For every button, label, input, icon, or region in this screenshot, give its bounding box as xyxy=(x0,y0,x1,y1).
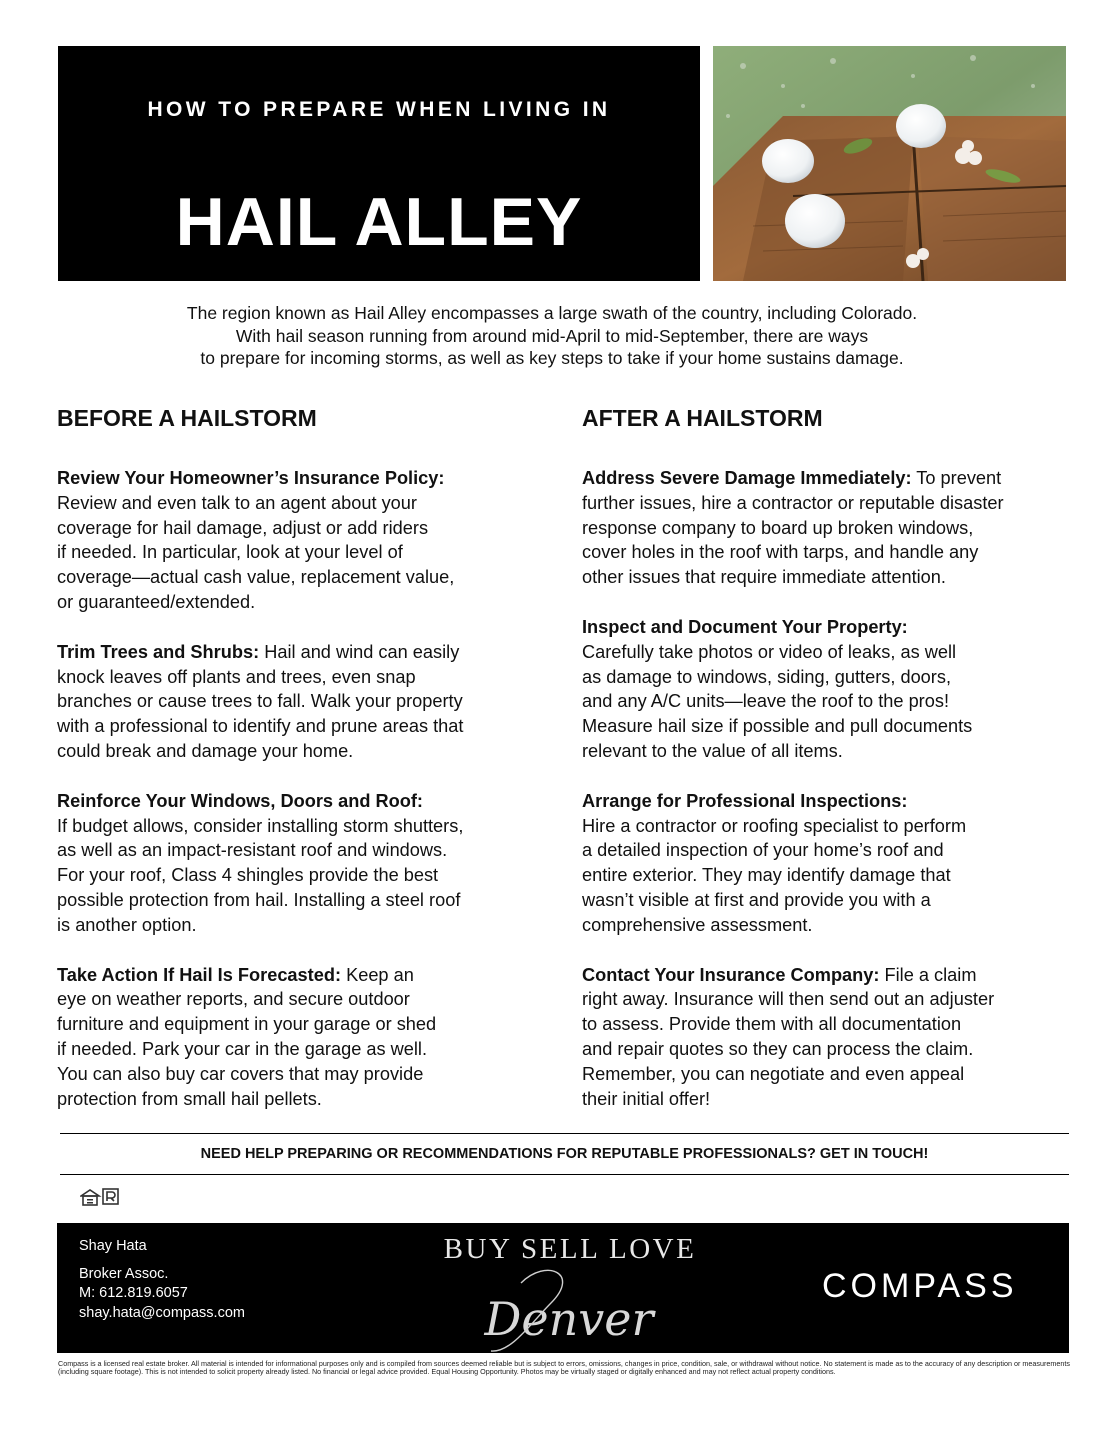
item-line: or guaranteed/extended. xyxy=(57,591,256,612)
item-line: Review and even talk to an agent about your xyxy=(57,492,417,513)
item-line: cover holes in the roof with tarps, and handle any xyxy=(582,542,979,563)
item-title: Inspect and Document Your Property: xyxy=(582,616,908,637)
item-title-line xyxy=(582,615,1072,640)
before-item-reinforce xyxy=(57,789,537,938)
item-line: wasn’t visible at first and provide you with a xyxy=(582,889,931,910)
call-to-action: NEED HELP PREPARING OR RECOMMENDATIONS FOR REPUTABLE PROFESSIONALS? GET IN TOUCH! xyxy=(200,1146,929,1162)
item-line: branches or cause trees to fall. Walk your property xyxy=(57,691,463,712)
item-line: possible protection from hail. Installing a steel roof xyxy=(57,889,461,910)
item-line: furniture and equipment in your garage or shed xyxy=(57,1014,437,1035)
intro-line: to prepare for incoming storms, as well as key steps to take if your home sustains damage. xyxy=(200,348,904,368)
item-lead: To prevent xyxy=(911,468,1002,488)
hero-title: HAIL ALLEY xyxy=(175,184,583,260)
item-line: could break and damage your home. xyxy=(57,740,354,761)
item-title: Contact Your Insurance Company: xyxy=(582,964,880,985)
item-line: if needed. In particular, look at your level of xyxy=(57,542,403,563)
agent-email[interactable]: shay.hata@compass.com xyxy=(79,1304,245,1321)
intro-paragraph xyxy=(70,302,1034,370)
item-title-line xyxy=(57,466,537,491)
hero-kicker: HOW TO PREPARE WHEN LIVING IN xyxy=(147,98,611,121)
before-heading: BEFORE A HAILSTORM xyxy=(57,405,317,431)
brand-logo xyxy=(429,1233,711,1346)
item-line: Measure hail size if possible and pull documents xyxy=(582,716,973,737)
hail-photo xyxy=(713,46,1066,281)
after-heading: AFTER A HAILSTORM xyxy=(582,405,823,431)
after-item-severe-damage xyxy=(582,466,1072,590)
after-column xyxy=(582,404,1072,1136)
item-title: Arrange for Professional Inspections: xyxy=(582,790,908,811)
item-line: coverage—actual cash value, replacement value, xyxy=(57,567,455,588)
item-line: to assess. Provide them with all documentation xyxy=(582,1014,962,1035)
item-title-line xyxy=(57,640,537,665)
after-item-inspect xyxy=(582,615,1072,764)
item-line: response company to board up broken windows, xyxy=(582,517,974,538)
item-line: comprehensive assessment. xyxy=(582,914,813,935)
item-title: Trim Trees and Shrubs: xyxy=(57,641,260,662)
before-column xyxy=(57,404,537,1136)
item-title-line xyxy=(582,789,1072,814)
intro-line: With hail season running from around mid-April to mid-September, there are ways xyxy=(235,325,869,346)
item-line: eye on weather reports, and secure outdoor xyxy=(57,989,410,1010)
item-title-line xyxy=(57,789,537,814)
item-lead: File a claim xyxy=(879,964,977,985)
agent-info xyxy=(79,1237,245,1323)
item-line: relevant to the value of all items. xyxy=(582,740,843,761)
realtor-icon xyxy=(102,1188,120,1208)
agent-name: Shay Hata xyxy=(79,1238,147,1254)
brand-script-graphic xyxy=(451,1263,691,1358)
item-title-line xyxy=(582,963,1072,988)
item-title: Review Your Homeowner’s Insurance Policy: xyxy=(57,468,445,488)
item-lead: Hail and wind can easily xyxy=(259,641,460,662)
divider-bottom xyxy=(60,1174,1069,1175)
divider-top xyxy=(60,1133,1069,1134)
brand-tagline: BUY SELL LOVE xyxy=(443,1233,697,1265)
item-line: For your roof, Class 4 shingles provide the best xyxy=(57,865,439,886)
agent-title: Broker Assoc. xyxy=(79,1265,169,1282)
after-item-professional xyxy=(582,789,1072,938)
before-item-forecast xyxy=(57,963,537,1112)
item-title: Take Action If Hail Is Forecasted: xyxy=(57,964,342,985)
item-line: is another option. xyxy=(57,914,197,935)
before-item-insurance xyxy=(57,466,537,615)
item-line: right away. Insurance will then send out an adjuster xyxy=(582,989,995,1010)
item-line: as damage to windows, siding, gutters, doors, xyxy=(582,666,951,687)
item-line: and repair quotes so they can process the claim. xyxy=(582,1038,974,1059)
legal-disclaimer: Compass is a licensed real estate broker. All material is intended for informational purposes only and is compiled from sources deemed reliable but is subject to errors, omissions, changes in price, condition, sale, or withdrawal without notice. No statement is made as to the accuracy of any description or measurements (including square footage). This is not intended to solicit property already listed. No financial or legal advice provided. Equal Housing Opportunity. Photos may be virtually staged or digitally enhanced and may not reflect actual property conditions. xyxy=(58,1359,1070,1377)
item-title-line xyxy=(57,963,537,988)
item-line: a detailed inspection of your home’s roof and xyxy=(582,840,944,861)
compass-logo: COMPASS xyxy=(822,1267,1018,1305)
item-line: entire exterior. They may identify damage that xyxy=(582,865,951,886)
item-title: Address Severe Damage Immediately: xyxy=(582,468,912,488)
item-line: If budget allows, consider installing storm shutters, xyxy=(57,815,464,836)
item-line: their initial offer! xyxy=(582,1088,711,1109)
item-line: other issues that require immediate attention. xyxy=(582,567,946,588)
item-line: Hire a contractor or roofing specialist to perform xyxy=(582,815,967,836)
item-line: protection from small hail pellets. xyxy=(57,1088,322,1109)
item-lead: Keep an xyxy=(341,964,414,985)
item-line: further issues, hire a contractor or reputable disaster xyxy=(582,492,1004,513)
item-line: coverage for hail damage, adjust or add riders xyxy=(57,517,429,538)
item-line: and any A/C units—leave the roof to the pros! xyxy=(582,691,949,712)
agent-footer xyxy=(57,1223,1069,1353)
item-line: Remember, you can negotiate and even appeal xyxy=(582,1063,965,1084)
brand-script: Denver xyxy=(484,1292,654,1346)
item-title: Reinforce Your Windows, Doors and Roof: xyxy=(57,790,423,811)
intro-line: The region known as Hail Alley encompasses a large swath of the country, including Colorado. xyxy=(186,303,918,323)
item-title-line xyxy=(582,466,1072,491)
item-line: as well as an impact-resistant roof and windows. xyxy=(57,840,448,861)
hero-banner xyxy=(58,46,700,281)
item-line: if needed. Park your car in the garage as well. xyxy=(57,1038,428,1059)
item-line: Carefully take photos or video of leaks, as well xyxy=(582,641,957,662)
after-item-insurance xyxy=(582,963,1072,1112)
compliance-logos xyxy=(80,1188,122,1213)
item-line: You can also buy car covers that may provide xyxy=(57,1063,424,1084)
item-line: with a professional to identify and prune areas that xyxy=(57,716,464,737)
item-line: knock leaves off plants and trees, even snap xyxy=(57,666,416,687)
before-item-trees xyxy=(57,640,537,764)
agent-phone[interactable]: M: 612.819.6057 xyxy=(79,1285,188,1301)
